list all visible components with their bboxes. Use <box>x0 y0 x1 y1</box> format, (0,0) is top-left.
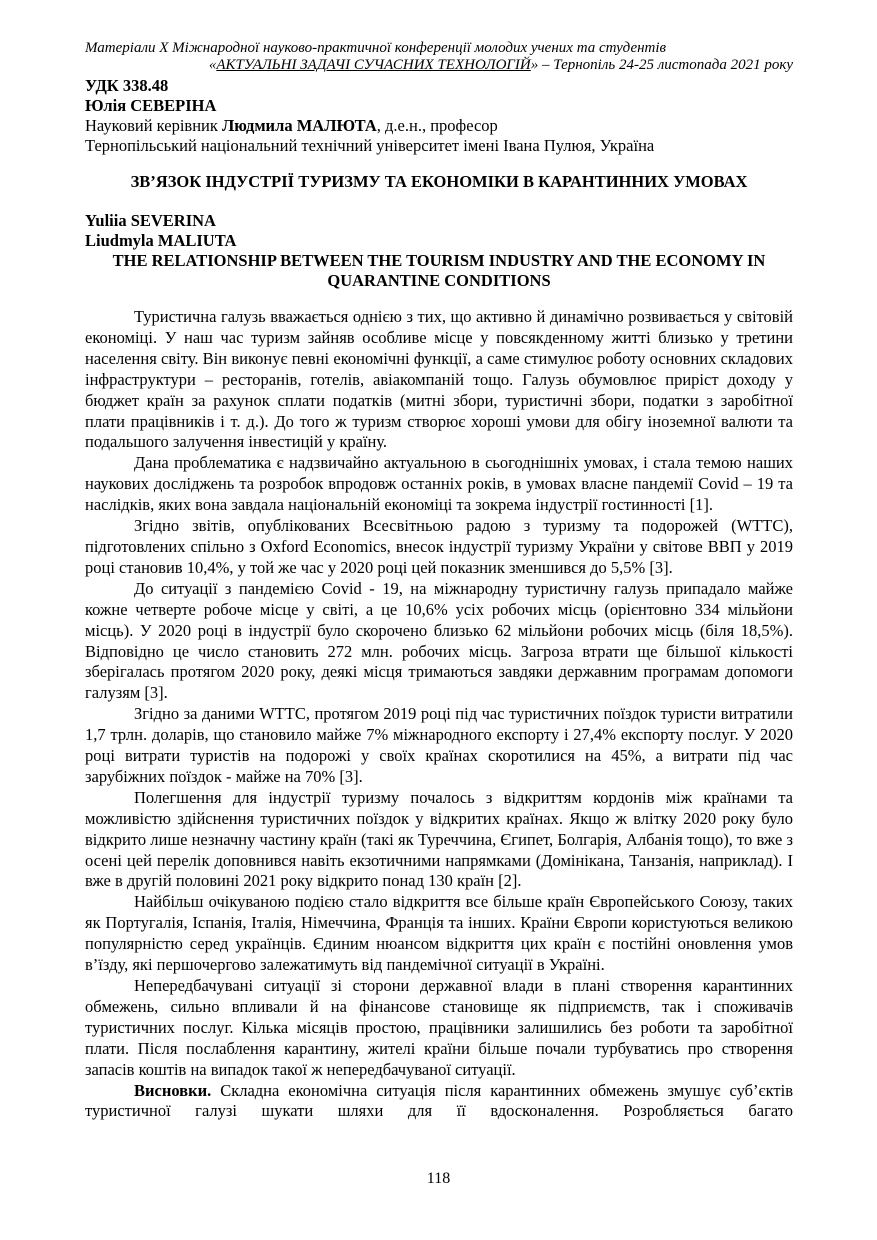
quote-open: « <box>208 57 217 73</box>
body-paragraph: Згідно за даними WTTC, протягом 2019 році під час туристичних поїздок туристи витратили 1,7 трлн. доларів, що становило майже 7% міжнародного експорту і 27,4% експорту послуг. У 2020 році витрати туристів на подорожі у своїх країнах скоротилися на 45%, а витрати під час зарубіжних поїздок - майже на 70% [3]. <box>85 704 793 786</box>
supervisor-name: Людмила МАЛЮТА <box>222 116 377 135</box>
supervisor-prefix: Науковий керівник <box>85 116 223 135</box>
affiliation: Тернопільський національний технічний університет імені Івана Пулюя, Україна <box>85 136 655 155</box>
conference-header <box>85 40 793 74</box>
page-number: 118 <box>426 1170 451 1187</box>
body-paragraph: Полегшення для індустрії туризму почалось з відкриттям кордонів між країнами та можливістю здійснення туристичних поїздок у відкритих країнах. Якщо ж влітку 2020 року було відкрито лише незначну частину країн (такі як Туреччина, Єгипет, Болгарія, Албанія тощо), то вже з осені цей перелік доповнився навіть екзотичними напрямками (Домінікана, Танзанія, наприклад). І вже в другій половині 2021 року відкрито понад 130 країн [2]. <box>85 787 793 891</box>
conclusion-paragraph <box>85 1081 793 1123</box>
supervisor-degree: , д.е.н., професор <box>376 116 498 135</box>
paper-page <box>85 40 793 1122</box>
body-paragraph: Дана проблематика є надзвичайно актуальною в сьогоднішніх умовах, і стала темою наших наукових досліджень та розробок впродовж останніх років, в умовах власне пандемії Covid – 19 та наслідків, яких вона завдала національній економіці та зокрема індустрії гостинності [1]. <box>85 453 793 515</box>
header-line-1: Матеріали Х Міжнародної науково-практичної конференції молодих учених та студентів <box>85 40 667 56</box>
supervisor-name-en: Liudmyla MALIUTA <box>85 231 237 250</box>
conclusion-text: Складна економічна ситуація після карантинних обмежень змушує суб’єктів туристичної галузі шукати шляхи для її вдосконалення. Розробляється багато <box>85 1080 793 1121</box>
paper-title-uk: ЗВ’ЯЗОК ІНДУСТРІЇ ТУРИЗМУ ТА ЕКОНОМІКИ В КАРАНТИННИХ УМОВАХ <box>130 172 748 191</box>
body-paragraph: Згідно звітів, опублікованих Всесвітньою радою з туризму та подорожей (WTTC), підготовлених спільно з Oxford Economics, внесок індустрії туризму України у світове ВВП у 2019 році становив 10,4%, у той же час у 2020 році цей показник зменшився до 5,5% [3]. <box>85 516 793 577</box>
author-name: Юлія СЕВЕРІНА <box>85 96 217 115</box>
paper-body <box>85 307 793 1122</box>
conclusion-label: Висновки. <box>134 1080 212 1100</box>
paper-title-en-line-2: QUARANTINE CONDITIONS <box>327 271 551 290</box>
paper-title-en-line-1: THE RELATIONSHIP BETWEEN THE TOURISM INDUSTRY AND THE ECONOMY IN <box>112 251 766 270</box>
supervisor-line <box>85 116 793 136</box>
body-paragraph: Туристична галузь вважається однією з тих, що активно й динамічно розвивається у світовій економіці. У наш час туризм зайняв особливе місце у повсякденному житті близько у третини населення світу. Він виконує певні економічні функції, а саме стимулює роботу основних складових інфраструктури – ресторанів, готелів, авіакомпаній тощо. Галузь обумовлює приріст доходу у бюджет країн за рахунок сплати податків (митні збори, туристичні збори, податки з заробітної плати працівників і т. д.). До того ж туризм створює хороші умови для обігу іноземної валюти та подальшого залучення інвестицій у країну. <box>85 307 793 452</box>
english-block <box>85 211 793 291</box>
conference-place-date: » – Тернопіль 24-25 листопада 2021 року <box>530 57 793 73</box>
body-paragraph: Найбільш очікуваною подією стало відкриття все більше країн Європейського Союзу, таких як Португалія, Іспанія, Італія, Німеччина, Франція та інших. Країни Європи користуються великою популярністю серед українців. Єдиним нюансом відкриття цих країн є постійні оновлення умов в’їзду, які першочергово залежатимуть від пандемічної ситуації в Україні. <box>85 892 793 975</box>
udk-code: УДК 338.48 <box>85 76 169 95</box>
body-paragraph: Непередбачувані ситуації зі сторони державної влади в плані створення карантинних обмежень, сильно впливали й на фінансове становище як підприємств, так і споживачів туристичних послуг. Кілька місяців простою, працівники залишились без роботи та заробітної плати. Після послаблення карантину, жителі країни більше почали турбуватись про створення запасів коштів на випадок такої ж непередбачуваної ситуації. <box>85 976 793 1079</box>
author-name-en: Yuliia SEVERINA <box>85 211 216 230</box>
header-line-2 <box>85 57 793 74</box>
body-paragraph: До ситуації з пандемією Covid - 19, на міжнародну туристичну галузь припадало майже кожне четверте робоче місце у світі, а це 10,6% усіх робочих місць (орієнтовно 334 мільйони місць). У 2020 році в індустрії було скорочено близько 62 мільйони робочих місць (біля 18,5%). Відповідно це число становить 272 млн. робочих місць. Загроза втрати ще більшої кількості зберігалась протягом 2020 року, деякі місця тримаються завдяки державним програмам допомоги галузям [3]. <box>85 578 793 703</box>
conference-title: АКТУАЛЬНІ ЗАДАЧІ СУЧАСНИХ ТЕХНОЛОГІЙ <box>216 57 531 73</box>
